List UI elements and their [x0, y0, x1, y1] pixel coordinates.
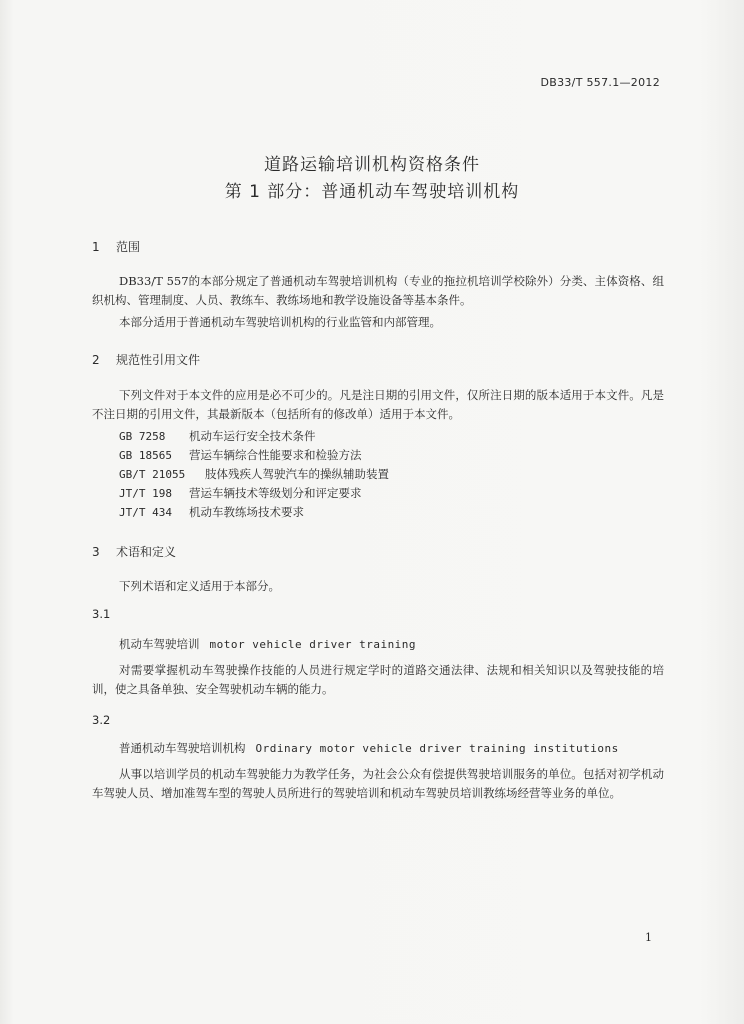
reference-title: 肢体残疾人驾驶汽车的操纵辅助装置 [205, 467, 389, 481]
reference-item [119, 447, 362, 463]
reference-code: JT/T 198 [119, 487, 172, 500]
section-title: 范围 [116, 240, 141, 254]
reference-title: 营运车辆综合性能要求和检验方法 [189, 448, 362, 462]
section-1-paragraph-2: 本部分适用于普通机动车驾驶培训机构的行业监管和内部管理。 [119, 315, 441, 329]
section-2-heading [92, 351, 200, 368]
section-number: 3 [92, 545, 100, 559]
reference-item [119, 504, 304, 520]
term-number: 3.2 [92, 713, 111, 727]
term-chinese: 普通机动车驾驶培训机构 [119, 741, 246, 755]
section-3-paragraph-1: 下列术语和定义适用于本部分。 [119, 579, 280, 593]
term-number: 3.1 [92, 607, 111, 621]
section-1-paragraph-1: DB33/T 557的本部分规定了普通机动车驾驶培训机构（专业的拖拉机培训学校除外）分类、主体资格、组织机构、管理制度、人员、教练车、教练场地和教学设施设备等基本条件。 [92, 274, 664, 307]
reference-code: GB 7258 [119, 430, 166, 443]
term-definition: 从事以培训学员的机动车驾驶能力为教学任务，为社会公众有偿提供驾驶培训服务的单位。包括对初学机动车驾驶人员、增加准驾车型的驾驶人员所进行的驾驶培训和机动车驾驶员培训教练场经营等业务的单位。 [92, 767, 664, 800]
term-heading [119, 740, 619, 756]
section-3-heading [92, 543, 176, 560]
section-number: 2 [92, 353, 100, 367]
section-1-heading [92, 238, 140, 255]
reference-title: 营运车辆技术等级划分和评定要求 [189, 486, 362, 500]
reference-code: GB/T 21055 [119, 468, 186, 481]
term-english: motor vehicle driver training [209, 638, 417, 651]
term-english: Ordinary motor vehicle driver training institutions [255, 742, 619, 755]
reference-item [119, 485, 362, 501]
reference-code: JT/T 434 [119, 506, 172, 519]
title-line-2: 第 1 部分：普通机动车驾驶培训机构 [224, 182, 520, 202]
term-chinese: 机动车驾驶培训 [119, 637, 200, 651]
reference-title: 机动车运行安全技术条件 [189, 429, 316, 443]
section-number: 1 [92, 240, 100, 254]
reference-title: 机动车教练场技术要求 [189, 505, 304, 519]
reference-item [119, 428, 316, 444]
title-line-1: 道路运输培训机构资格条件 [264, 155, 480, 175]
section-title: 术语和定义 [116, 545, 177, 559]
term-heading [119, 636, 416, 652]
section-title: 规范性引用文件 [116, 353, 201, 367]
reference-code: GB 18565 [119, 449, 172, 462]
term-definition: 对需要掌握机动车驾驶操作技能的人员进行规定学时的道路交通法律、法规和相关知识以及驾驶技能的培训，使之具备单独、安全驾驶机动车辆的能力。 [92, 663, 664, 696]
page-number: 1 [645, 931, 652, 944]
reference-item [119, 466, 389, 482]
doc-code: DB33/T 557.1—2012 [540, 76, 660, 89]
section-2-paragraph-1: 下列文件对于本文件的应用是必不可少的。凡是注日期的引用文件，仅所注日期的版本适用于本文件。凡是不注日期的引用文件，其最新版本（包括所有的修改单）适用于本文件。 [92, 388, 664, 421]
